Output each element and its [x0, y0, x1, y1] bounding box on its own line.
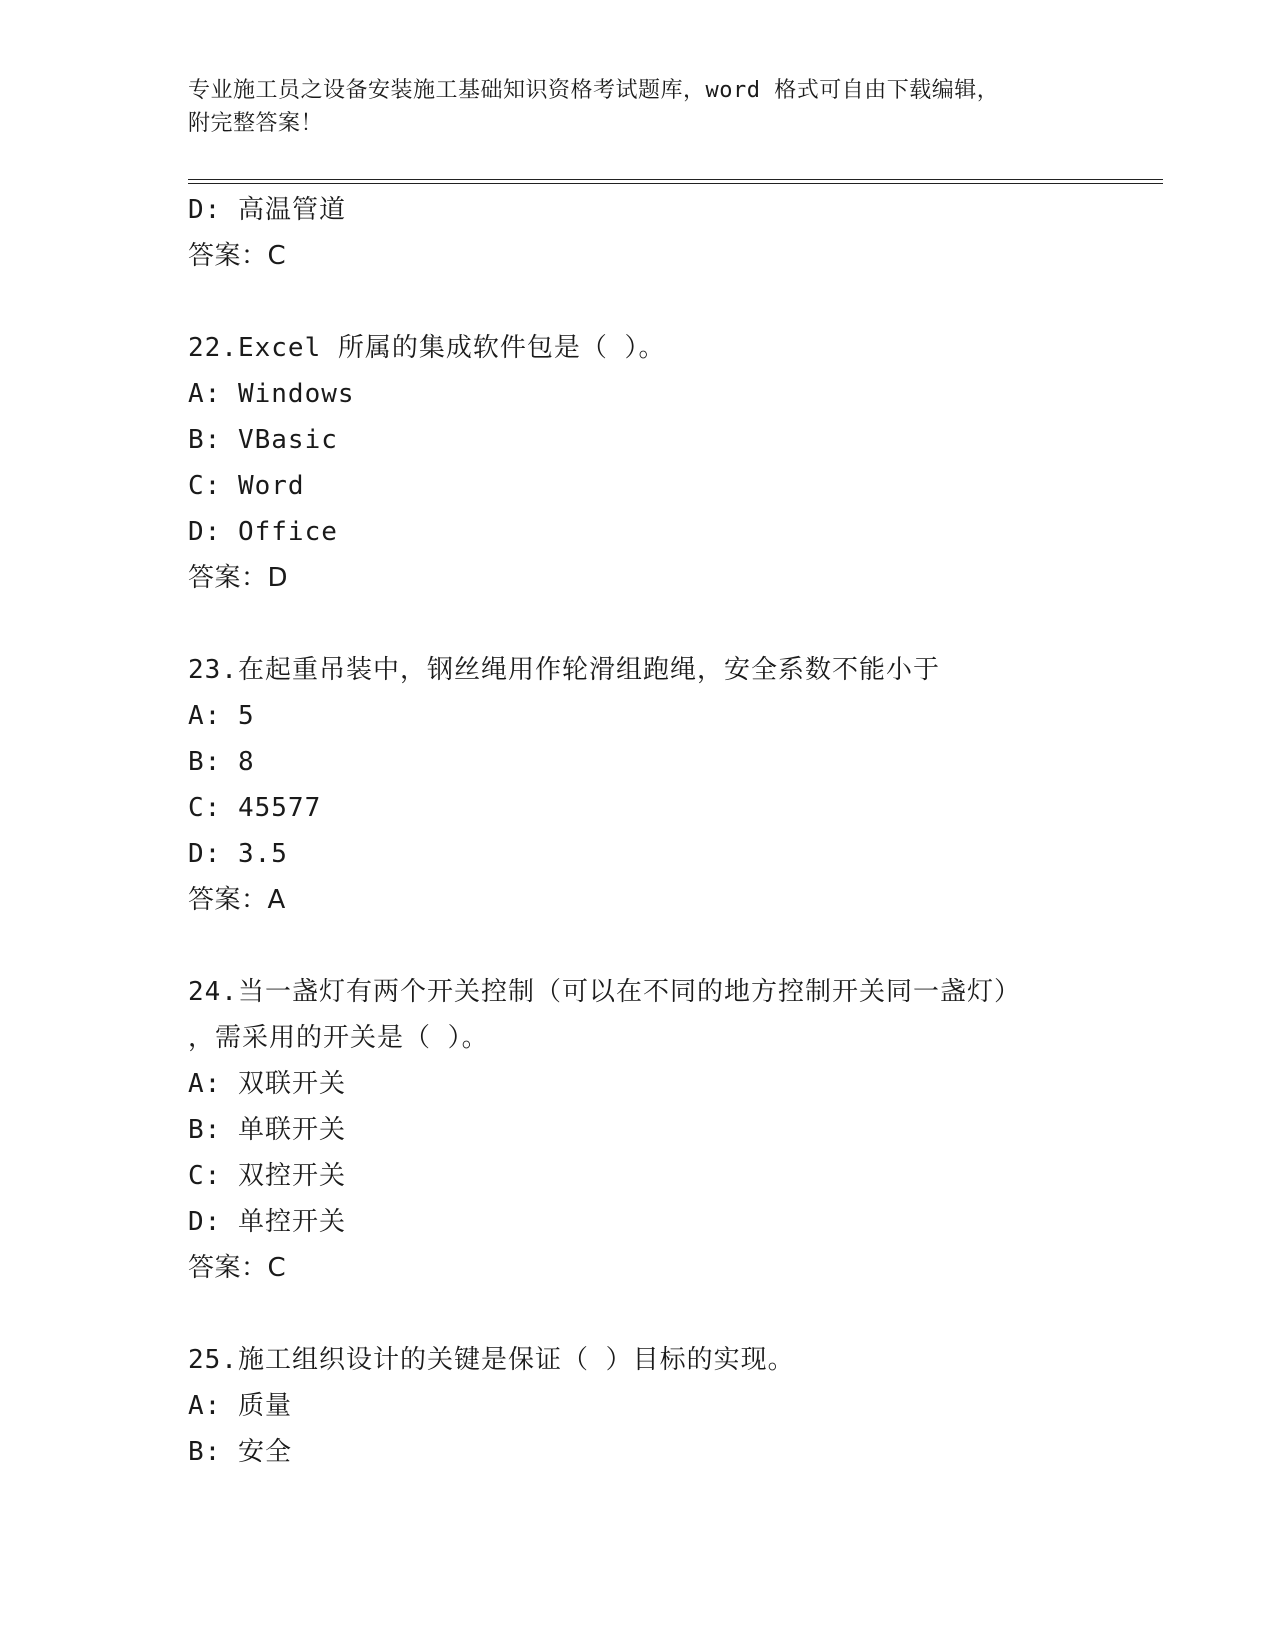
q25-option-a: A: 质量 — [188, 1391, 292, 1421]
document-header — [188, 74, 1088, 140]
header-title-line-1: 专业施工员之设备安装施工基础知识资格考试题库，word 格式可自由下载编辑， — [188, 78, 1000, 103]
q23-stem: 23.在起重吊装中，钢丝绳用作轮滑组跑绳，安全系数不能小于 — [188, 655, 940, 685]
q24-answer: 答案：C — [188, 1253, 287, 1283]
q23-option-d: D: 3.5 — [188, 839, 288, 869]
spacer — [188, 601, 1163, 647]
spacer — [188, 923, 1163, 969]
q21-answer: 答案：C — [188, 241, 287, 271]
q23-option-a: A: 5 — [188, 701, 255, 731]
question-list — [188, 187, 1163, 1475]
q22-option-a: A: Windows — [188, 379, 355, 409]
q25-stem: 25.施工组织设计的关键是保证（ ）目标的实现。 — [188, 1345, 795, 1375]
q22-stem: 22.Excel 所属的集成软件包是（ ）。 — [188, 333, 666, 363]
q22-option-c: C: Word — [188, 471, 305, 501]
q24-stem-line-2: ，需采用的开关是（ ）。 — [188, 1023, 489, 1053]
q24-option-b: B: 单联开关 — [188, 1115, 346, 1145]
q22-answer: 答案：D — [188, 563, 289, 593]
header-title-line-2: 附完整答案！ — [188, 111, 324, 136]
spacer — [188, 279, 1163, 325]
q24-option-a: A: 双联开关 — [188, 1069, 346, 1099]
q24-stem-line-1: 24.当一盏灯有两个开关控制（可以在不同的地方控制开关同一盏灯） — [188, 977, 1021, 1007]
spacer — [188, 1291, 1163, 1337]
q23-option-b: B: 8 — [188, 747, 255, 777]
q22-option-b: B: VBasic — [188, 425, 338, 455]
header-divider — [188, 179, 1163, 184]
q22-option-d: D: Office — [188, 517, 338, 547]
q23-option-c: C: 45577 — [188, 793, 322, 823]
q23-answer: 答案：A — [188, 885, 286, 915]
q21-option-d: D: 高温管道 — [188, 195, 346, 225]
q25-option-b: B: 安全 — [188, 1437, 292, 1467]
q24-option-d: D: 单控开关 — [188, 1207, 346, 1237]
q24-option-c: C: 双控开关 — [188, 1161, 346, 1191]
